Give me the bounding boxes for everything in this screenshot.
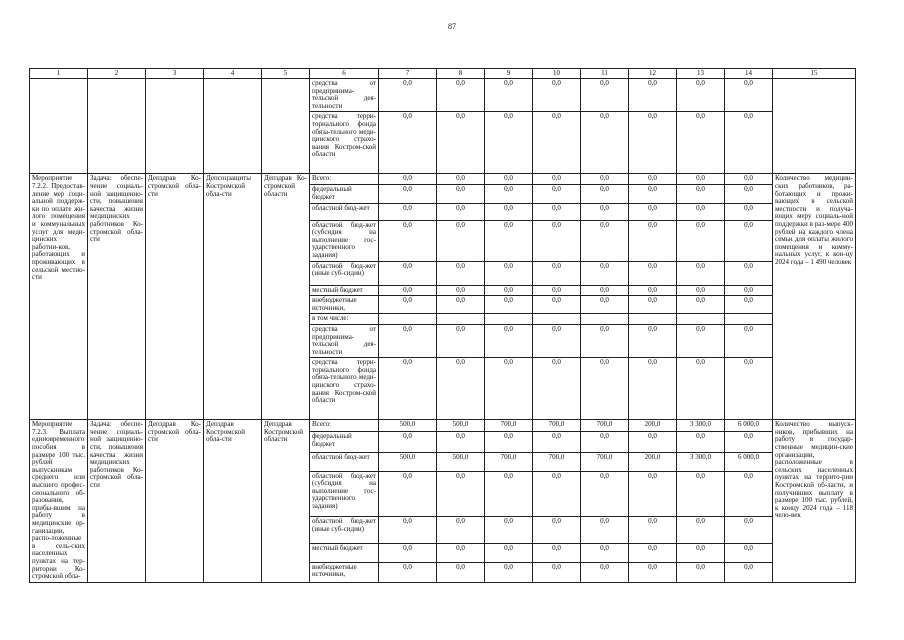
value-cell: 0,0 [581, 185, 629, 203]
value-cell: 0,0 [437, 285, 485, 296]
cell-col1: Мероприятие 7.2.2. Предостав-ление мер соци-альной поддерж-ки по оплате жи-лого помещения и коммунальных услуг для меди-цинских работни-ков, работающих и проживающих в сельской местно-сти [30, 174, 88, 420]
value-cell: 0,0 [677, 471, 725, 516]
value-cell: 0,0 [485, 185, 533, 203]
value-cell: 0,0 [629, 285, 677, 296]
column-header: 3 [146, 69, 204, 79]
value-cell: 0,0 [629, 220, 677, 261]
funding-source-label: Всего: [310, 420, 379, 432]
value-cell: 0,0 [725, 543, 773, 562]
value-cell: 0,0 [725, 471, 773, 516]
value-cell: 0,0 [725, 296, 773, 314]
value-cell: 700,0 [581, 452, 629, 471]
value-cell: 6 000,0 [725, 452, 773, 471]
value-cell [533, 314, 581, 325]
value-cell: 0,0 [725, 185, 773, 203]
value-cell: 0,0 [725, 203, 773, 220]
value-cell: 500,0 [437, 420, 485, 432]
cell-col15: Количество выпуск-ников, прибывших на работу в государ-ственные медицин-ские организации, расположенные в сельских населенных пунктах на террито-рии Костромской об-ласти, и получивших выплату в размере 100 тыс. рублей, к концу 2024 года – 118 чело-век [773, 420, 856, 582]
funding-source-label: федеральный бюджет [310, 432, 379, 452]
page-number: 87 [448, 22, 456, 31]
value-cell: 0,0 [725, 261, 773, 285]
value-cell: 0,0 [581, 471, 629, 516]
value-cell: 0,0 [379, 112, 437, 174]
value-cell: 700,0 [485, 452, 533, 471]
column-header: 2 [88, 69, 146, 79]
value-cell: 0,0 [437, 517, 485, 544]
value-cell: 0,0 [725, 432, 773, 452]
value-cell: 0,0 [581, 203, 629, 220]
cell-col1: Мероприятие 7.2.3. Выплата единовременного пособия в размере 100 тыс. рублей выпускникам среднего или высшего профес-сионального об-разования, прибы-вшим на работу в медицинские ор-ганизации, распо-ложенные в сель-ских населенных пунктах на тер-ритории Ко-стромской обла- [30, 420, 88, 582]
funding-source-label: средства от предпринима-тельской дея-тельности [310, 79, 379, 112]
value-cell: 0,0 [379, 261, 437, 285]
value-cell: 0,0 [629, 185, 677, 203]
value-cell: 0,0 [485, 296, 533, 314]
value-cell: 0,0 [437, 543, 485, 562]
funding-source-label: внебюджетные источники, [310, 562, 379, 582]
value-cell: 0,0 [485, 432, 533, 452]
value-cell: 0,0 [485, 261, 533, 285]
value-cell: 0,0 [581, 261, 629, 285]
funding-source-label: средства от предпринима-тельской дея-тельности [310, 324, 379, 357]
value-cell: 0,0 [379, 517, 437, 544]
value-cell: 0,0 [485, 174, 533, 185]
value-cell: 0,0 [629, 517, 677, 544]
value-cell: 0,0 [725, 517, 773, 544]
funding-source-label: Всего: [310, 174, 379, 185]
value-cell: 0,0 [437, 261, 485, 285]
funding-source-label: федеральный бюджет [310, 185, 379, 203]
value-cell: 0,0 [581, 432, 629, 452]
value-cell: 0,0 [677, 174, 725, 185]
funding-source-label: областной бюд-жет (субсидия на выполнение гос-ударственного задания) [310, 220, 379, 261]
cell-col3: Депздрав Ко-стромской обла-сти [146, 420, 204, 582]
value-cell [379, 314, 437, 325]
value-cell: 0,0 [533, 185, 581, 203]
value-cell: 0,0 [581, 543, 629, 562]
value-cell: 0,0 [533, 174, 581, 185]
value-cell: 0,0 [437, 296, 485, 314]
value-cell: 0,0 [379, 79, 437, 112]
value-cell: 0,0 [379, 471, 437, 516]
cell-col4 [204, 79, 262, 174]
header-row [30, 69, 856, 79]
value-cell: 0,0 [629, 174, 677, 185]
value-cell: 0,0 [725, 562, 773, 582]
value-cell: 0,0 [437, 79, 485, 112]
value-cell: 0,0 [485, 324, 533, 357]
value-cell: 0,0 [379, 220, 437, 261]
cell-col2 [88, 79, 146, 174]
cell-col5: Депздрав Ко-стромской области [262, 174, 310, 420]
funding-source-label: областной бюд-жет (иные суб-сидии) [310, 517, 379, 544]
cell-col2: Задача: обеспе-чение социаль-ной защищенно-сти, повышения качества жизни медицинских работников Ко-стромской обла-сти [88, 420, 146, 582]
cell-col2: Задача: обеспе-чение социаль-ной защищенно-сти, повышения качества жизни медицинских работников Ко-стромской обла-сти [88, 174, 146, 420]
value-cell [629, 314, 677, 325]
value-cell: 0,0 [629, 543, 677, 562]
value-cell: 0,0 [379, 543, 437, 562]
value-cell: 0,0 [533, 517, 581, 544]
value-cell: 0,0 [725, 285, 773, 296]
value-cell: 700,0 [581, 420, 629, 432]
column-header: 14 [725, 69, 773, 79]
value-cell: 0,0 [629, 358, 677, 420]
funding-source-label: областной бюд-жет (субсидия на выполнение гос-ударственного задания) [310, 471, 379, 516]
value-cell: 0,0 [725, 112, 773, 174]
funding-source-label: в том числе: [310, 314, 379, 325]
value-cell: 0,0 [677, 562, 725, 582]
value-cell: 0,0 [437, 174, 485, 185]
cell-col5: Депздрав Костромской области [262, 420, 310, 582]
value-cell: 3 300,0 [677, 420, 725, 432]
value-cell: 0,0 [485, 471, 533, 516]
funding-source-label: местный бюджет [310, 543, 379, 562]
value-cell: 0,0 [581, 562, 629, 582]
cell-col3: Депздрав Ко-стромской обла-сти [146, 174, 204, 420]
cell-col4: Депздрав Костромской обла-сти [204, 420, 262, 582]
value-cell: 0,0 [581, 324, 629, 357]
value-cell: 0,0 [581, 285, 629, 296]
funding-source-label: местный бюджет [310, 285, 379, 296]
value-cell: 0,0 [581, 296, 629, 314]
value-cell: 0,0 [629, 112, 677, 174]
value-cell: 0,0 [437, 432, 485, 452]
value-cell [581, 314, 629, 325]
value-cell: 0,0 [485, 112, 533, 174]
value-cell: 0,0 [485, 543, 533, 562]
value-cell: 0,0 [677, 543, 725, 562]
funding-source-label: областной бюд-жет (иные суб-сидии) [310, 261, 379, 285]
value-cell: 0,0 [677, 517, 725, 544]
value-cell: 0,0 [725, 174, 773, 185]
value-cell: 0,0 [437, 324, 485, 357]
value-cell: 0,0 [533, 543, 581, 562]
column-header: 9 [485, 69, 533, 79]
value-cell: 0,0 [533, 471, 581, 516]
funding-source-label: внебюджетные источники, [310, 296, 379, 314]
column-header: 13 [677, 69, 725, 79]
value-cell: 0,0 [629, 261, 677, 285]
value-cell: 0,0 [533, 285, 581, 296]
budget-table [29, 68, 856, 583]
value-cell: 0,0 [485, 79, 533, 112]
funding-source-label: средства терри-ториального фонда обяза-тельного меди-цинского страхо-вания Костром-ской области [310, 358, 379, 420]
value-cell: 0,0 [437, 471, 485, 516]
value-cell: 0,0 [533, 112, 581, 174]
value-cell: 0,0 [677, 432, 725, 452]
value-cell: 0,0 [379, 285, 437, 296]
value-cell: 0,0 [629, 324, 677, 357]
value-cell: 0,0 [677, 296, 725, 314]
value-cell: 0,0 [485, 358, 533, 420]
value-cell: 500,0 [379, 452, 437, 471]
value-cell: 0,0 [485, 562, 533, 582]
table-row [30, 79, 856, 112]
value-cell: 0,0 [437, 220, 485, 261]
cell-col15: Количество медицин-ских работников, ра-ботающих и прожи-вающих в сельской местности и получа-ющих меру социаль-ной поддержки в раз-мере 400 рублей на каждого члена семьи для оплаты жилого помещения и комму-нальных услуг, к кон-цу 2024 года – 1 490 человек [773, 174, 856, 420]
value-cell [437, 314, 485, 325]
value-cell [485, 314, 533, 325]
value-cell: 0,0 [581, 174, 629, 185]
value-cell: 0,0 [725, 324, 773, 357]
value-cell: 0,0 [725, 220, 773, 261]
value-cell: 3 300,0 [677, 452, 725, 471]
column-header: 8 [437, 69, 485, 79]
cell-col15 [773, 79, 856, 174]
column-header: 11 [581, 69, 629, 79]
value-cell: 0,0 [485, 203, 533, 220]
value-cell: 200,0 [629, 452, 677, 471]
value-cell: 0,0 [677, 358, 725, 420]
value-cell: 0,0 [629, 562, 677, 582]
value-cell: 0,0 [581, 358, 629, 420]
column-header: 12 [629, 69, 677, 79]
value-cell: 0,0 [533, 261, 581, 285]
value-cell: 0,0 [581, 79, 629, 112]
cell-col4: Депсоцзащиты Костромской обла-сти [204, 174, 262, 420]
value-cell: 0,0 [629, 79, 677, 112]
column-header: 6 [310, 69, 379, 79]
cell-col5 [262, 79, 310, 174]
value-cell: 0,0 [485, 285, 533, 296]
value-cell: 0,0 [379, 203, 437, 220]
value-cell: 0,0 [533, 79, 581, 112]
value-cell: 0,0 [533, 203, 581, 220]
value-cell: 0,0 [533, 220, 581, 261]
value-cell: 0,0 [379, 324, 437, 357]
value-cell: 0,0 [581, 112, 629, 174]
value-cell: 700,0 [485, 420, 533, 432]
value-cell: 0,0 [533, 296, 581, 314]
value-cell: 0,0 [437, 112, 485, 174]
value-cell: 0,0 [437, 562, 485, 582]
value-cell: 0,0 [677, 285, 725, 296]
value-cell: 700,0 [533, 420, 581, 432]
value-cell: 0,0 [677, 324, 725, 357]
value-cell: 0,0 [533, 432, 581, 452]
value-cell: 700,0 [533, 452, 581, 471]
value-cell: 0,0 [485, 220, 533, 261]
funding-source-label: областной бюд-жет [310, 452, 379, 471]
value-cell: 0,0 [725, 79, 773, 112]
value-cell [725, 314, 773, 325]
value-cell: 0,0 [533, 324, 581, 357]
value-cell: 0,0 [677, 261, 725, 285]
value-cell: 0,0 [629, 432, 677, 452]
value-cell: 0,0 [677, 220, 725, 261]
column-header: 10 [533, 69, 581, 79]
funding-source-label: областной бюд-жет [310, 203, 379, 220]
value-cell: 0,0 [677, 203, 725, 220]
column-header: 4 [204, 69, 262, 79]
value-cell: 0,0 [629, 296, 677, 314]
value-cell: 0,0 [379, 358, 437, 420]
value-cell: 0,0 [437, 203, 485, 220]
value-cell [677, 314, 725, 325]
value-cell: 500,0 [379, 420, 437, 432]
table-row [30, 420, 856, 432]
column-header: 7 [379, 69, 437, 79]
table-row [30, 174, 856, 185]
value-cell: 0,0 [725, 358, 773, 420]
value-cell: 0,0 [581, 517, 629, 544]
value-cell: 0,0 [379, 562, 437, 582]
funding-source-label: средства терри-ториального фонда обяза-тельного меди-цинского страхо-вания Костром-ской области [310, 112, 379, 174]
value-cell: 6 000,0 [725, 420, 773, 432]
value-cell: 0,0 [379, 296, 437, 314]
value-cell: 0,0 [581, 220, 629, 261]
value-cell: 0,0 [629, 203, 677, 220]
value-cell: 0,0 [379, 185, 437, 203]
value-cell: 0,0 [379, 432, 437, 452]
value-cell: 500,0 [437, 452, 485, 471]
value-cell: 0,0 [437, 358, 485, 420]
column-header: 15 [773, 69, 856, 79]
value-cell: 0,0 [437, 185, 485, 203]
value-cell: 0,0 [677, 185, 725, 203]
cell-col1 [30, 79, 88, 174]
column-header: 5 [262, 69, 310, 79]
value-cell: 0,0 [485, 517, 533, 544]
cell-col3 [146, 79, 204, 174]
value-cell: 0,0 [677, 79, 725, 112]
value-cell: 0,0 [533, 358, 581, 420]
value-cell: 0,0 [629, 471, 677, 516]
value-cell: 0,0 [379, 174, 437, 185]
value-cell: 0,0 [677, 112, 725, 174]
value-cell: 0,0 [533, 562, 581, 582]
value-cell: 200,0 [629, 420, 677, 432]
column-header: 1 [30, 69, 88, 79]
